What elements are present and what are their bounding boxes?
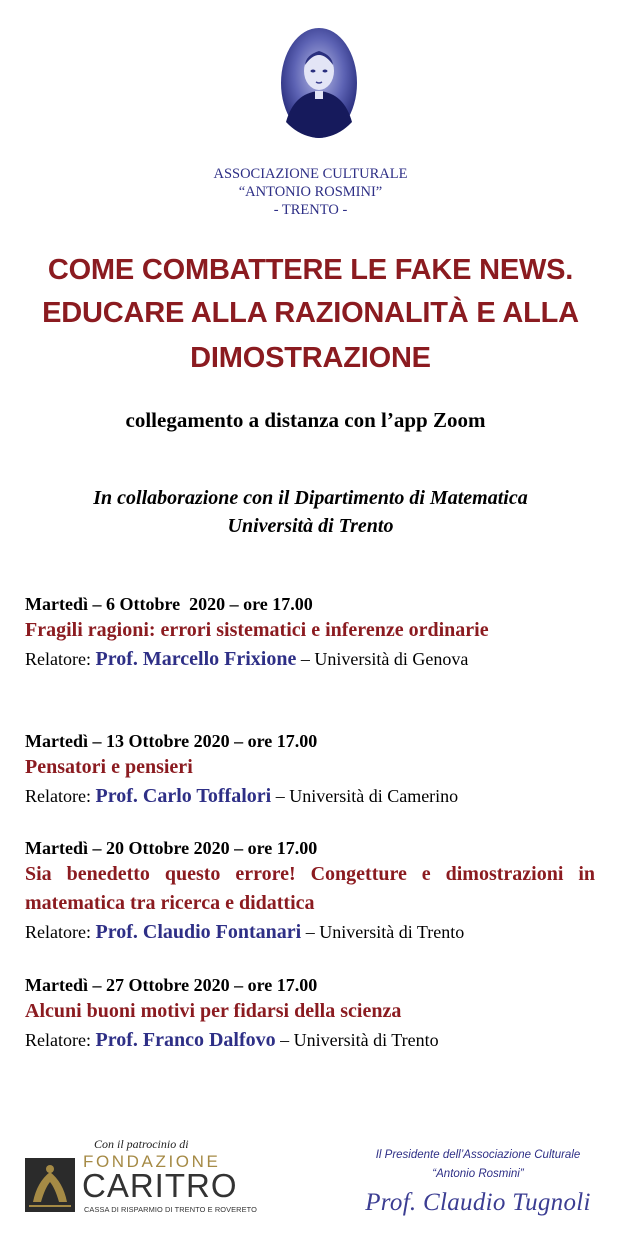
event-date: Martedì – 6 Ottobre 2020 – ore 17.00 [25,594,313,614]
zoom-connection-note: collegamento a distanza con l’app Zoom [125,408,486,432]
event-item [25,836,595,946]
collaboration-line-2: Università di Trento [227,515,394,537]
event-date: Martedì – 27 Ottobre 2020 – ore 17.00 [25,975,318,995]
sponsor-name-top: FONDAZIONE [83,1152,221,1171]
event-date: Martedì – 20 Ottobre 2020 – ore 17.00 [25,838,318,858]
fondazione-caritro-logo-icon [25,1158,75,1212]
association-name: ASSOCIAZIONE CULTURALE [213,166,408,182]
association-rosmini: “ANTONIO ROSMINI” [238,184,383,200]
main-title-line-1: COME COMBATTERE LE FAKE NEWS. [47,254,574,286]
speaker-affiliation: – Università di Trento [305,922,465,942]
event-speaker [25,1026,595,1054]
event-item [25,592,595,673]
speaker-name: Prof. Franco Dalfovo [95,1029,276,1051]
event-title: Sia benedetto questo errore! Congetture e dimostrazioni in matematica tra ricerca e didattica [25,863,595,914]
event-speaker [25,645,595,673]
event-title: Fragili ragioni: errori sistematici e inferenze ordinarie [25,619,489,641]
speaker-name: Prof. Marcello Frixione [95,648,297,670]
speaker-label: Relatore: [25,649,91,669]
event-speaker [25,918,595,946]
president-signature: Prof. Claudio Tugnoli [365,1189,591,1216]
collaboration-line-1: In collaborazione con il Dipartimento di Matematica [93,487,528,509]
speaker-affiliation: – Università di Genova [300,649,469,669]
event-item [25,973,595,1054]
speaker-label: Relatore: [25,786,91,806]
main-title-line-2: EDUCARE ALLA RAZIONALITÀ E ALLA [42,297,579,329]
main-title-line-3: DIMOSTRAZIONE [190,342,431,374]
sponsor-subtitle: CASSA DI RISPARMIO DI TRENTO E ROVERETO [84,1205,257,1214]
patrocinio-label: Con il patrocinio di [94,1137,189,1151]
speaker-name: Prof. Carlo Toffalori [95,785,272,807]
president-title: Il Presidente dell’Associazione Culturale [375,1149,581,1161]
event-date: Martedì – 13 Ottobre 2020 – ore 17.00 [25,731,318,751]
speaker-label: Relatore: [25,1030,91,1050]
sponsor-name-main: CARITRO [82,1167,238,1204]
rosmini-portrait-image [280,27,358,139]
speaker-affiliation: – Università di Trento [280,1030,439,1050]
association-city: - TRENTO - [273,202,348,218]
speaker-affiliation: – Università di Camerino [275,786,459,806]
event-title: Pensatori e pensieri [25,756,193,778]
event-item [25,729,595,810]
event-title: Alcuni buoni motivi per fidarsi della scienza [25,1000,402,1022]
speaker-name: Prof. Claudio Fontanari [95,921,302,943]
speaker-label: Relatore: [25,922,91,942]
event-speaker [25,782,595,810]
president-association: “Antonio Rosmini” [432,1168,524,1180]
